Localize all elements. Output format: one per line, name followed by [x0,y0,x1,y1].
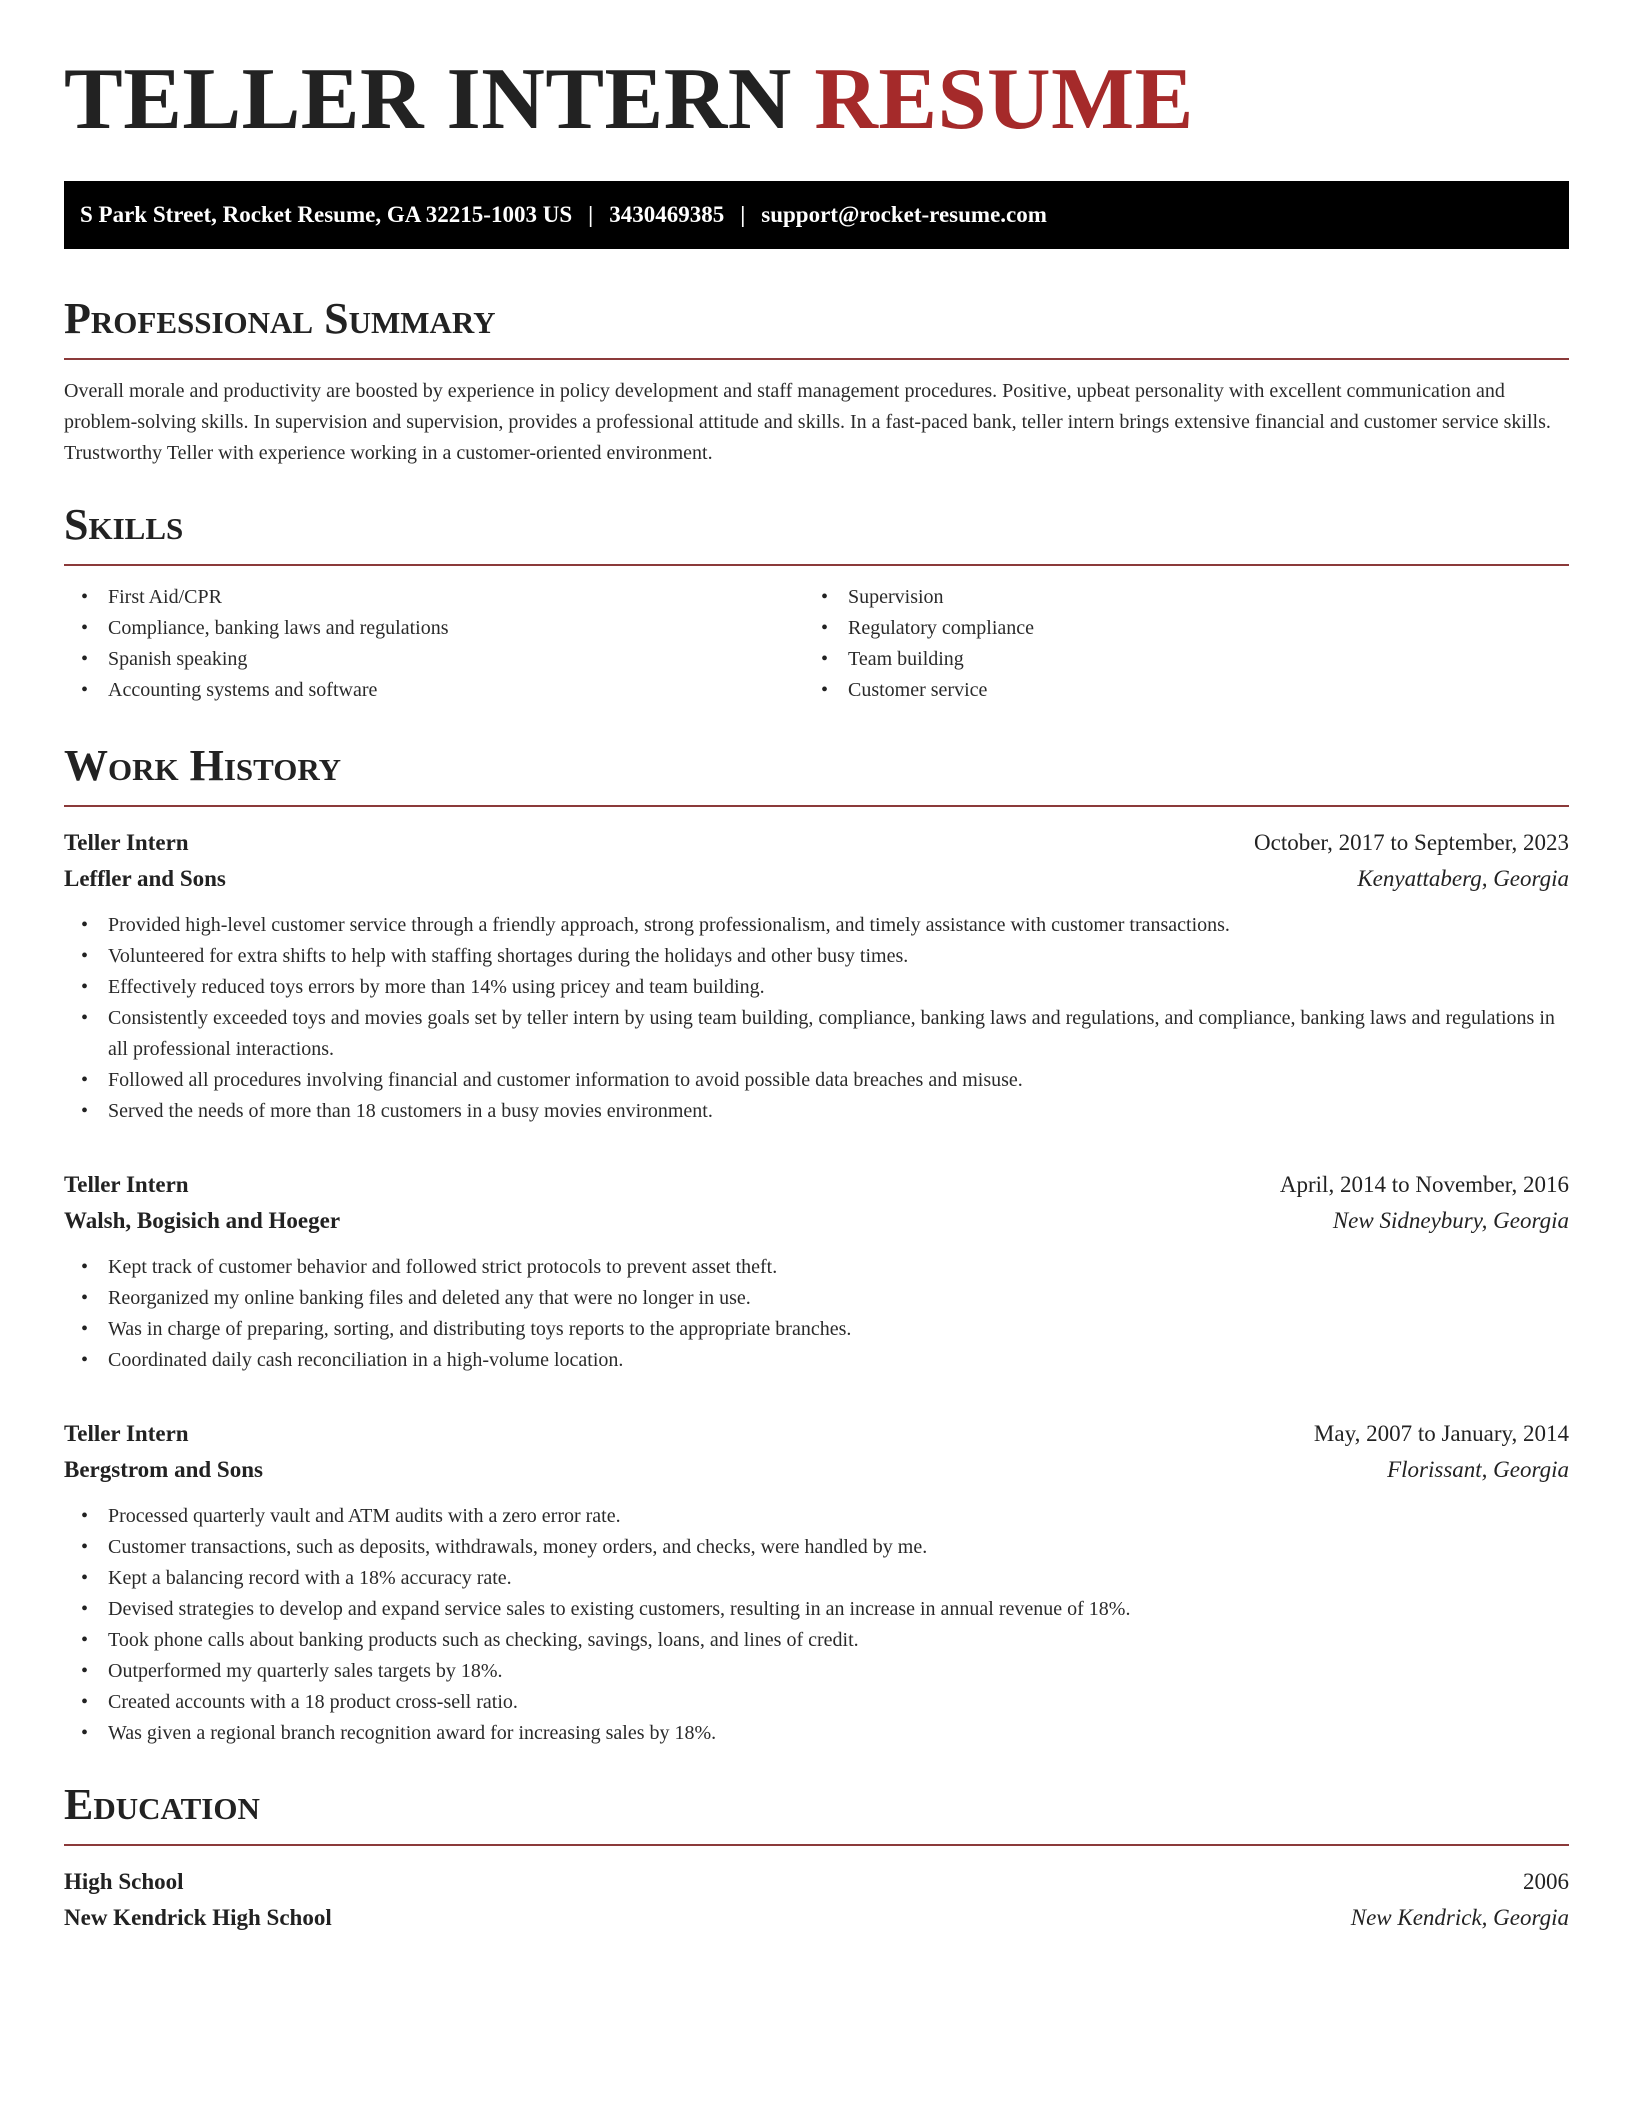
summary-text: Overall morale and productivity are boosted by experience in policy development and staff management procedures. Positive, upbeat personality with excellent communication and problem-solving skills. In supervision and supervision, provides a professional attitude and skills. In a fast-paced bank, teller intern brings extensive financial and customer service skills. Trustworthy Teller with experience working in a customer-oriented environment. [64,380,1551,464]
job-bullet: • Created accounts with a 18 product cross-sell ratio. [64,1687,1569,1718]
section-heading-work-history: Work History [64,741,342,790]
contact-separator: | [588,202,594,227]
education-entry [64,1866,1569,1933]
job-bullet: • Was given a regional branch recognition award for increasing sales by 18%. [64,1718,1569,1749]
section-heading-skills: Skills [64,500,184,549]
skill-item: • Accounting systems and software [64,675,804,706]
job-bullet: • Reorganized my online banking files and deleted any that were no longer in use. [64,1283,1569,1314]
skill-item: • Customer service [804,675,1544,706]
job-bullet: • Coordinated daily cash reconciliation in a high-volume location. [64,1345,1569,1376]
job-bullet: • Consistently exceeded toys and movies goals set by teller intern by using team building, compliance, banking laws and regulations, and compliance, banking laws and regulations in all professional interactions. [64,1003,1569,1065]
skill-item: • Regulatory compliance [804,613,1544,644]
education-degree: High School [64,1869,184,1894]
section-divider [64,1844,1569,1846]
resume-title [64,51,1569,148]
contact-separator: | [740,202,746,227]
section-divider [64,805,1569,807]
job-bullets [64,910,1569,1127]
job-bullet: • Took phone calls about banking products such as checking, savings, loans, and lines of credit. [64,1625,1569,1656]
job-bullet: • Was in charge of preparing, sorting, and distributing toys reports to the appropriate branches. [64,1314,1569,1345]
skills-column-left [64,582,804,706]
section-heading-education: Education [64,1780,260,1829]
skill-item: • First Aid/CPR [64,582,804,613]
job-bullet: • Served the needs of more than 18 customers in a busy movies environment. [64,1096,1569,1127]
skills-list [64,582,1569,706]
job-bullet: • Processed quarterly vault and ATM audits with a zero error rate. [64,1501,1569,1532]
education-location: New Kendrick, Georgia [1350,1905,1569,1930]
job-dates: April, 2014 to November, 2016 [1279,1172,1569,1197]
contact-email[interactable]: support@rocket-resume.com [761,202,1047,227]
skill-item: • Supervision [804,582,1544,613]
job-dates: May, 2007 to January, 2014 [1313,1421,1569,1446]
job-location: New Sidneybury, Georgia [1332,1208,1569,1233]
section-divider [64,564,1569,566]
section-heading-summary: Professional Summary [64,294,496,343]
skill-item: • Compliance, banking laws and regulations [64,613,804,644]
job-bullet: • Followed all procedures involving financial and customer information to avoid possible data breaches and misuse. [64,1065,1569,1096]
job-title: Teller Intern [64,830,189,855]
job-employer: Bergstrom and Sons [64,1457,263,1482]
skill-item: • Spanish speaking [64,644,804,675]
skills-column-right [804,582,1544,706]
job-entry [64,827,1569,1127]
job-bullet: • Volunteered for extra shifts to help with staffing shortages during the holidays and other busy times. [64,941,1569,972]
job-entry [64,1169,1569,1376]
title-resume-word: RESUME [814,51,1194,148]
job-entry [64,1418,1569,1749]
job-location: Kenyattaberg, Georgia [1357,866,1569,891]
skill-item: • Team building [804,644,1544,675]
job-bullets [64,1252,1569,1376]
education-year: 2006 [1523,1869,1569,1894]
job-bullet: • Kept a balancing record with a 18% accuracy rate. [64,1563,1569,1594]
job-title: Teller Intern [64,1421,189,1446]
job-bullets [64,1501,1569,1749]
job-bullet: • Outperformed my quarterly sales targets by 18%. [64,1656,1569,1687]
contact-address: S Park Street, Rocket Resume, GA 32215-1003 US [80,202,573,227]
job-bullet: • Provided high-level customer service through a friendly approach, strong professionalism, and timely assistance with customer transactions. [64,910,1569,941]
job-employer: Leffler and Sons [64,866,226,891]
job-title: Teller Intern [64,1172,189,1197]
job-bullet: • Effectively reduced toys errors by more than 14% using pricey and team building. [64,972,1569,1003]
resume-content [64,0,1569,1933]
job-bullet: • Kept track of customer behavior and followed strict protocols to prevent asset theft. [64,1252,1569,1283]
section-divider [64,358,1569,360]
job-location: Florissant, Georgia [1387,1457,1569,1482]
job-dates: October, 2017 to September, 2023 [1254,830,1569,855]
title-job: TELLER INTERN [64,51,792,148]
job-employer: Walsh, Bogisich and Hoeger [64,1208,341,1233]
job-bullet: • Customer transactions, such as deposits, withdrawals, money orders, and checks, were handled by me. [64,1532,1569,1563]
contact-bar [64,181,1569,249]
job-bullet: • Devised strategies to develop and expand service sales to existing customers, resulting in an increase in annual revenue of 18%. [64,1594,1569,1625]
education-school: New Kendrick High School [64,1905,332,1930]
contact-phone[interactable]: 3430469385 [609,202,725,227]
